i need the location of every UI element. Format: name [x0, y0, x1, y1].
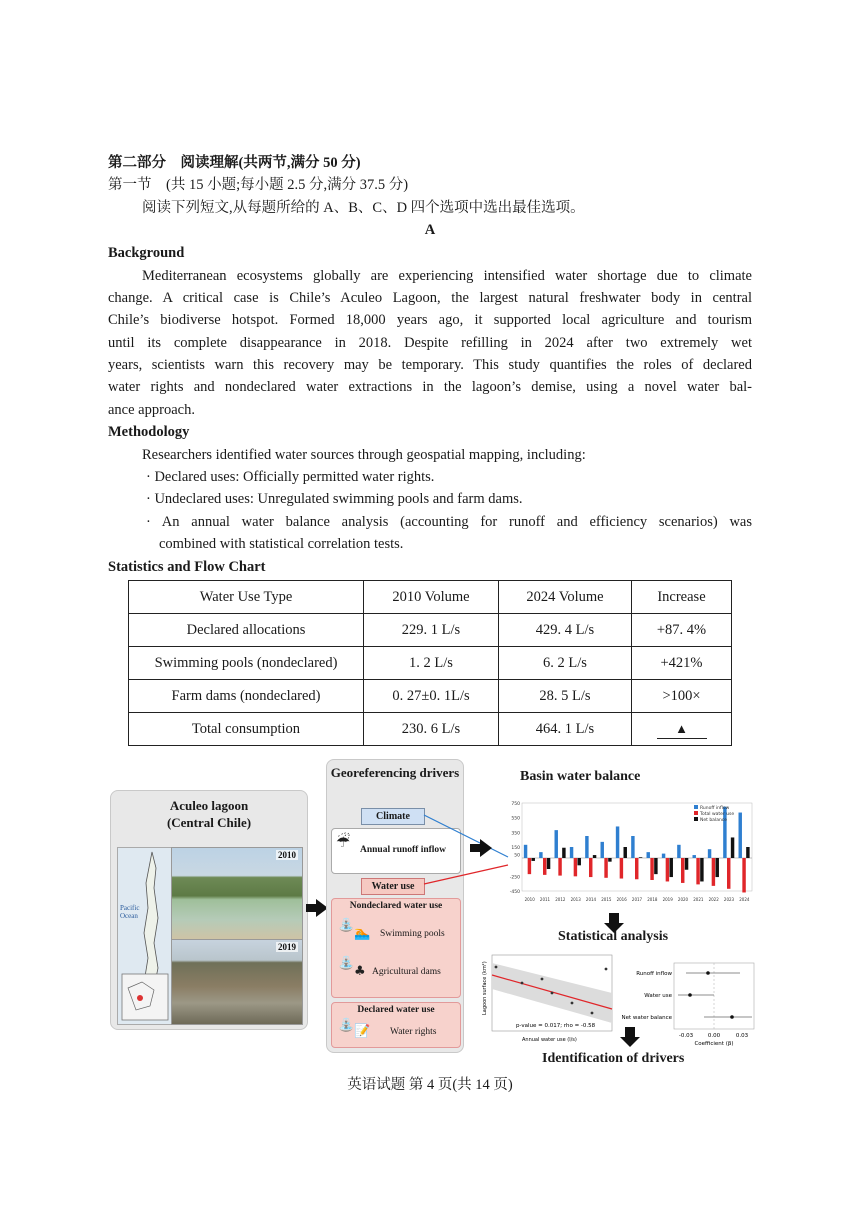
drivers-title: Georeferencing drivers — [330, 765, 460, 780]
bar — [616, 826, 619, 858]
methodology-bullet-2: · Undeclared uses: Unregulated swimming pools and farm dams. — [146, 491, 523, 507]
tap-icon: ⛲ — [338, 956, 355, 971]
arrow-down-icon — [620, 1037, 640, 1047]
y-tick-label: -250 — [509, 875, 520, 881]
table-cell: 230. 6 L/s — [364, 713, 499, 746]
y-tick-label: -450 — [509, 890, 520, 895]
table-cell: >100× — [632, 680, 732, 713]
legend-label: Net balance — [700, 818, 728, 823]
table-cell: Swimming pools (nondeclared) — [129, 647, 364, 680]
table-cell: +87. 4% — [632, 614, 732, 647]
scatter-ylabel: Lagoon surface (km²) — [482, 961, 488, 1015]
table-cell: 6. 2 L/s — [499, 647, 632, 680]
balance-chart — [496, 795, 758, 905]
bar — [654, 858, 657, 874]
x-tick-label: 2019 — [662, 897, 673, 902]
runoff-label: Annual runoff inflow — [360, 845, 447, 855]
background-line-4: until its complete disappearance in 2018. Despite refilling in 2024 after two extremely wet — [108, 335, 752, 351]
coef-label: Water use — [644, 993, 672, 999]
coef-label: Net water balance — [621, 1015, 672, 1021]
table-cell: 0. 27±0. 1L/s — [364, 680, 499, 713]
methodology-heading: Methodology — [108, 424, 190, 440]
ocean-label: Pacific Ocean — [120, 904, 140, 920]
bar — [585, 836, 588, 858]
swimmer-icon: 🏊 — [354, 926, 371, 941]
year-label: 2019 — [278, 942, 296, 952]
year-label: 2010 — [278, 850, 296, 860]
legend-label: Runoff inflow — [700, 806, 730, 811]
table-row — [129, 680, 732, 713]
instruction: 阅读下列短文,从每题所给的 A、B、C、D 四个选项中选出最佳选项。 — [142, 200, 585, 216]
bar — [727, 858, 730, 889]
table-row — [129, 647, 732, 680]
table-cell: Farm dams (nondeclared) — [129, 680, 364, 713]
bar — [547, 858, 550, 869]
bar — [601, 842, 604, 858]
statistical-analysis-title: Statistical analysis — [558, 929, 669, 944]
table-row — [129, 614, 732, 647]
coef-tick: 0.03 — [735, 1033, 749, 1039]
background-line-1: Mediterranean ecosystems globally are experiencing intensified water shortage due to climate — [142, 268, 752, 284]
coef-xlabel: Coefficient (β) — [694, 1041, 734, 1047]
coef-point — [706, 971, 710, 975]
table-cell: 1. 2 L/s — [364, 647, 499, 680]
water-use-tag: Water use — [361, 878, 425, 895]
passage-letter: A — [424, 222, 436, 238]
scatter-point — [591, 1012, 594, 1015]
scatter-point — [521, 982, 524, 985]
coef-point — [688, 993, 692, 997]
document-icon: 📝 — [354, 1024, 371, 1039]
y-tick-label: 50 — [514, 853, 520, 859]
bar — [578, 858, 581, 865]
table-cell: Declared allocations — [129, 614, 364, 647]
scatter-point — [605, 968, 608, 971]
x-tick-label: 2014 — [585, 897, 597, 902]
tap-icon: ⛲ — [338, 918, 355, 933]
swimming-pools-label: Swimming pools — [380, 929, 445, 939]
coef-tick: -0.03 — [678, 1033, 694, 1039]
coef-tick: 0.00 — [707, 1033, 721, 1039]
methodology-bullet-3: · An annual water balance analysis (accounting for runoff and efficiency scenarios) was — [146, 514, 752, 530]
table-cell: Total consumption — [129, 713, 364, 746]
x-tick-label: 2023 — [723, 897, 735, 902]
bar — [558, 858, 561, 876]
bar — [731, 837, 734, 858]
bar — [562, 848, 565, 858]
bar — [631, 836, 634, 858]
background-line-2: change. A critical case is Chile’s Aculeo Lagoon, the largest natural freshwater body in central — [108, 290, 752, 306]
background-heading: Background — [108, 245, 185, 261]
x-tick-label: 2011 — [539, 897, 551, 902]
bar — [608, 858, 611, 862]
water-use-table — [128, 580, 732, 746]
scatter-point — [551, 992, 554, 995]
tap-icon: ⛲ — [338, 1018, 355, 1033]
page-footer: 英语试题 第 4 页(共 14 页) — [347, 1077, 513, 1093]
y-tick-label: 150 — [511, 846, 520, 851]
bar — [662, 854, 665, 858]
methodology-intro: Researchers identified water sources through geospatial mapping, including: — [142, 447, 586, 463]
background-line-3: Chile’s biodiverse hotspot. Formed 18,000 years ago, it supported local agriculture and tourism — [108, 312, 752, 328]
bar — [712, 858, 715, 886]
blank-triangle: ▲ — [657, 720, 707, 739]
legend-label: Total water use — [700, 812, 735, 817]
x-tick-label: 2015 — [601, 897, 612, 902]
coef-point — [730, 1015, 734, 1019]
coef-label: Runoff inflow — [636, 971, 672, 977]
legend-swatch — [694, 817, 698, 821]
table-cell: 429. 4 L/s — [499, 614, 632, 647]
bar — [693, 855, 696, 858]
bar — [716, 858, 719, 877]
flow-chart-figure — [108, 757, 758, 1069]
rain-chart-icon: ☔ — [336, 832, 351, 851]
table-cell: 28. 5 L/s — [499, 680, 632, 713]
bar — [593, 855, 596, 858]
scatter-point — [571, 1002, 574, 1005]
bar — [639, 857, 642, 858]
bar — [670, 858, 673, 877]
bar — [647, 852, 650, 858]
x-tick-label: 2018 — [647, 897, 658, 902]
bar — [524, 845, 527, 858]
background-line-5: years, scientists warn this recovery may be temporary. This study quantifies the roles of declared — [108, 357, 752, 373]
col-header: Water Use Type — [129, 581, 364, 614]
balance-title: Basin water balance — [520, 769, 641, 784]
col-header: 2024 Volume — [499, 581, 632, 614]
bar — [696, 858, 699, 884]
table-row — [129, 713, 732, 746]
bar — [685, 858, 688, 870]
bar — [708, 849, 711, 858]
table-cell: 464. 1 L/s — [499, 713, 632, 746]
bar — [635, 858, 638, 879]
y-tick-label: 350 — [511, 831, 520, 837]
bar — [543, 858, 546, 875]
legend-swatch — [694, 805, 698, 809]
x-tick-label: 2012 — [555, 897, 566, 902]
scatter-point — [541, 978, 544, 981]
climate-tag: Climate — [361, 808, 425, 825]
x-tick-label: 2013 — [570, 897, 581, 902]
bar — [746, 847, 749, 858]
blank-answer-cell — [632, 713, 732, 746]
declared-heading: Declared water use — [357, 1005, 435, 1015]
y-tick-label: 550 — [511, 816, 520, 822]
stats-heading: Statistics and Flow Chart — [108, 559, 266, 575]
methodology-bullet-3-cont: combined with statistical correlation tests. — [159, 536, 404, 552]
x-tick-label: 2021 — [693, 897, 704, 902]
lagoon-title: Aculeo lagoon (Central Chile) — [166, 798, 252, 830]
table-header-row — [129, 581, 732, 614]
bar — [677, 845, 680, 858]
methodology-bullet-1: · Declared uses: Officially permitted water rights. — [146, 469, 435, 485]
scatter-xlabel: Annual water use (l/s) — [522, 1037, 577, 1043]
bar — [539, 852, 542, 858]
part-heading: 第二部分 阅读理解(共两节,满分 50 分) — [108, 155, 361, 171]
background-line-7: ance approach. — [108, 402, 195, 418]
bar — [604, 858, 607, 878]
y-tick-label: 750 — [511, 802, 520, 807]
crops-icon: ♣ — [354, 964, 366, 979]
x-tick-label: 2022 — [708, 897, 719, 902]
x-tick-label: 2020 — [677, 897, 689, 902]
bar — [681, 858, 684, 883]
scatter-point — [495, 966, 498, 969]
col-header: Increase — [632, 581, 732, 614]
bar — [624, 847, 627, 858]
drivers-result-title: Identification of drivers — [542, 1051, 685, 1066]
bar — [528, 858, 531, 874]
table-cell: 229. 1 L/s — [364, 614, 499, 647]
scatter-note: p-value = 0.017; rho = -0.58 — [516, 1023, 596, 1029]
bar — [555, 830, 558, 858]
bar — [650, 858, 653, 880]
bar — [574, 858, 577, 876]
section-heading: 第一节 (共 15 小题;每小题 2.5 分,满分 37.5 分) — [108, 177, 409, 193]
water-rights-label: Water rights — [390, 1027, 437, 1037]
scatter-plot — [482, 953, 614, 1045]
nondeclared-heading: Nondeclared water use — [349, 901, 443, 911]
bar — [570, 847, 573, 858]
col-header: 2010 Volume — [364, 581, 499, 614]
x-tick-label: 2017 — [631, 897, 643, 902]
bar — [532, 858, 535, 861]
x-tick-label: 2010 — [524, 897, 535, 902]
x-tick-label: 2024 — [739, 897, 750, 902]
x-tick-label: 2016 — [616, 897, 627, 902]
legend-swatch — [694, 811, 698, 815]
agricultural-dams-label: Agricultural dams — [372, 967, 441, 977]
bar — [620, 858, 623, 879]
arrow-right-icon — [480, 839, 492, 857]
table-cell: +421% — [632, 647, 732, 680]
bar — [739, 813, 742, 858]
bar — [666, 858, 669, 881]
bar — [589, 858, 592, 877]
background-line-6: water rights and nondeclared water extractions in the lagoon’s demise, using a novel water bal- — [108, 379, 752, 395]
bar — [742, 858, 745, 892]
bar — [700, 858, 703, 881]
